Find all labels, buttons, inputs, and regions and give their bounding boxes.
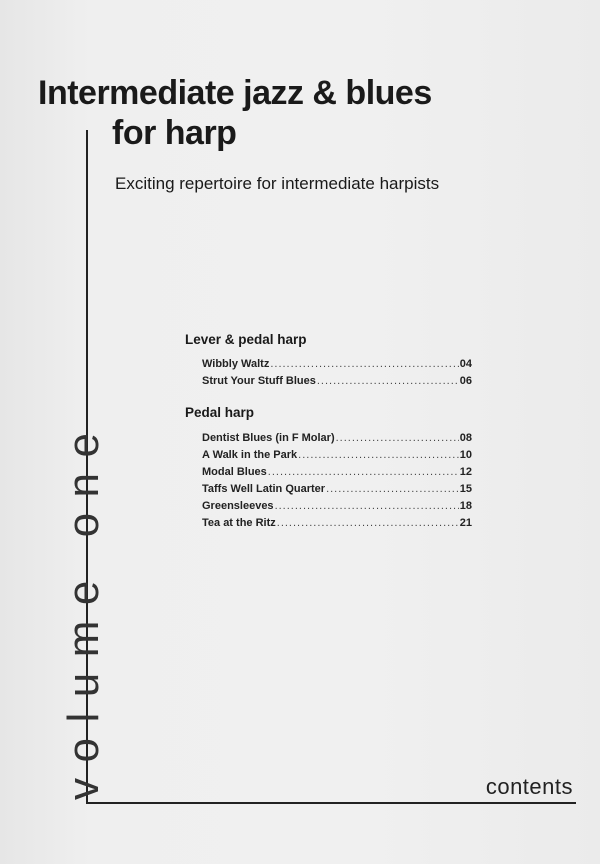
leader-dots [270, 358, 458, 370]
toc-title: Greensleeves [202, 500, 274, 512]
leader-dots [268, 466, 459, 478]
toc-page: 06 [459, 375, 472, 387]
toc-entry[interactable] [202, 358, 472, 375]
toc-title: Modal Blues [202, 466, 267, 478]
leader-dots [336, 432, 459, 444]
toc-entry[interactable] [202, 500, 472, 517]
toc-page: 12 [459, 466, 472, 478]
toc-page: 18 [459, 500, 472, 512]
leader-dots [275, 500, 459, 512]
toc-title: Dentist Blues (in F Molar) [202, 432, 335, 444]
toc-entry[interactable] [202, 375, 472, 392]
toc-entry[interactable] [202, 466, 472, 483]
toc-heading: Pedal harp [185, 405, 255, 420]
toc-page: 08 [459, 432, 472, 444]
toc-list [202, 432, 472, 534]
toc-title: Taffs Well Latin Quarter [202, 483, 326, 495]
title-line-2: for harp [112, 114, 237, 152]
toc-title: A Walk in the Park [202, 449, 298, 461]
toc-page: 21 [459, 517, 472, 529]
leader-dots [298, 449, 459, 461]
toc-title: Tea at the Ritz [202, 517, 276, 529]
toc-list [202, 358, 472, 392]
title-line-1: Intermediate jazz & blues [38, 74, 432, 112]
leader-dots [326, 483, 459, 495]
volume-label: volume one [59, 417, 108, 800]
subtitle: Exciting repertoire for intermediate harpists [115, 174, 440, 193]
toc-entry[interactable] [202, 517, 472, 534]
toc-page: 10 [459, 449, 472, 461]
toc-entry[interactable] [202, 483, 472, 500]
toc-title: Strut Your Stuff Blues [202, 375, 316, 387]
horizontal-rule [86, 802, 576, 804]
toc-title: Wibbly Waltz [202, 358, 270, 370]
toc-entry[interactable] [202, 432, 472, 449]
section-label: contents [485, 774, 573, 799]
toc-heading: Lever & pedal harp [185, 332, 307, 347]
toc-entry[interactable] [202, 449, 472, 466]
toc-page: 15 [459, 483, 472, 495]
leader-dots [317, 375, 459, 387]
leader-dots [277, 517, 459, 529]
toc-page: 04 [459, 358, 472, 370]
